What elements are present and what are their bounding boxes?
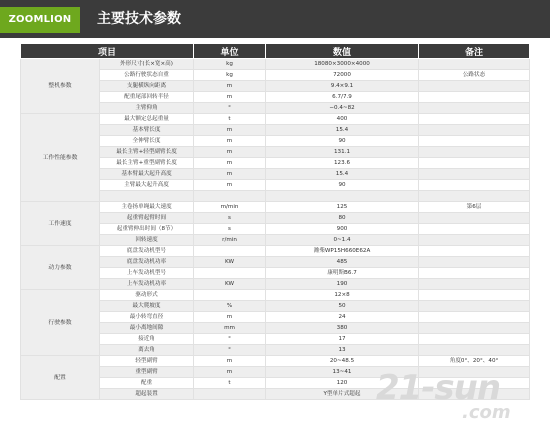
cell-item: 主臂最大起升高度 (100, 180, 194, 191)
cell-unit: kg (194, 70, 266, 81)
brand-logo: ZOOMLION (0, 7, 80, 33)
cell-item: 外形尺寸(长×宽×高) (100, 59, 194, 70)
row-group-label: 整机参数 (21, 59, 100, 114)
cell-item: 全伸臂长度 (100, 136, 194, 147)
cell-note (419, 290, 530, 301)
cell-unit: s (194, 213, 266, 224)
cell-item: 基本臂最大起升高度 (100, 169, 194, 180)
row-group-label: 动力参数 (21, 246, 100, 290)
cell-item: 配重 (100, 378, 194, 389)
cell-item: 接近角 (100, 334, 194, 345)
cell-value: 131.1 (266, 147, 419, 158)
cell-value: 900 (266, 224, 419, 235)
cell-value: 123.6 (266, 158, 419, 169)
cell-item (100, 191, 194, 202)
cell-item: 上车发动机功率 (100, 279, 194, 290)
table-body (21, 59, 530, 400)
cell-unit: m (194, 312, 266, 323)
cell-unit: m (194, 169, 266, 180)
cell-unit: KW (194, 257, 266, 268)
watermark-text: 21-sun (376, 368, 501, 408)
cell-note (419, 191, 530, 202)
cell-note (419, 136, 530, 147)
row-group-label: 行驶参数 (21, 290, 100, 356)
cell-unit: ° (194, 334, 266, 345)
column-header-note: 备注 (419, 44, 530, 59)
cell-value: 17 (266, 334, 419, 345)
table-row (21, 202, 530, 213)
table-row (21, 246, 530, 257)
cell-item: 最大爬坡度 (100, 301, 194, 312)
cell-item: 最小离地间隙 (100, 323, 194, 334)
header-bar (0, 0, 550, 38)
cell-note (419, 114, 530, 125)
column-header-value: 数值 (266, 44, 419, 59)
cell-note (419, 213, 530, 224)
cell-value: 485 (266, 257, 419, 268)
row-group-label: 配置 (21, 356, 100, 400)
cell-item: 离去角 (100, 345, 194, 356)
cell-value: 400 (266, 114, 419, 125)
cell-value: 80 (266, 213, 419, 224)
cell-unit: m (194, 92, 266, 103)
cell-value: 380 (266, 323, 419, 334)
row-group-label: 工作性能参数 (21, 114, 100, 202)
cell-value: 20~48.5 (266, 356, 419, 367)
cell-item: 底盘发动机型号 (100, 246, 194, 257)
cell-unit: m (194, 158, 266, 169)
table-row (21, 290, 530, 301)
cell-unit: m (194, 125, 266, 136)
cell-value: 90 (266, 136, 419, 147)
cell-item: 上车发动机型号 (100, 268, 194, 279)
cell-unit: m (194, 81, 266, 92)
cell-note: 公路状态 (419, 70, 530, 81)
cell-item: 主臂仰角 (100, 103, 194, 114)
cell-value: 康明斯B6.7 (266, 268, 419, 279)
cell-unit: m/min (194, 202, 266, 213)
cell-value: 9.4×9.1 (266, 81, 419, 92)
cell-value: 190 (266, 279, 419, 290)
cell-unit: m (194, 136, 266, 147)
cell-note (419, 125, 530, 136)
cell-value: 6.7/7.9 (266, 92, 419, 103)
cell-note (419, 279, 530, 290)
cell-value: 18080×3000×4000 (266, 59, 419, 70)
cell-unit: KW (194, 279, 266, 290)
cell-item: 基本臂长度 (100, 125, 194, 136)
cell-value: −0.4~82 (266, 103, 419, 114)
cell-unit (194, 290, 266, 301)
cell-item: 主卷扬单绳最大速度 (100, 202, 194, 213)
cell-value: 15.4 (266, 125, 419, 136)
cell-note (419, 235, 530, 246)
cell-unit: % (194, 301, 266, 312)
cell-item: 最长主臂+重型副臂长度 (100, 158, 194, 169)
cell-unit: m (194, 147, 266, 158)
cell-note (419, 158, 530, 169)
cell-value: 15.4 (266, 169, 419, 180)
cell-unit (194, 389, 266, 400)
cell-value: 24 (266, 312, 419, 323)
watermark-logo (376, 368, 544, 428)
cell-item: 回转速度 (100, 235, 194, 246)
watermark-domain: .com (462, 402, 511, 423)
cell-unit: kg (194, 59, 266, 70)
cell-unit: t (194, 114, 266, 125)
cell-item: 重型副臂 (100, 367, 194, 378)
cell-value: Y型单片式超起 (266, 389, 419, 400)
row-group-label: 工作速度 (21, 202, 100, 246)
cell-note (419, 81, 530, 92)
cell-unit: m (194, 356, 266, 367)
cell-value: 0~1.4 (266, 235, 419, 246)
cell-unit: ° (194, 103, 266, 114)
cell-note (419, 301, 530, 312)
cell-unit: m (194, 180, 266, 191)
cell-item: 驱动形式 (100, 290, 194, 301)
cell-value: 72000 (266, 70, 419, 81)
cell-item: 最小转弯直径 (100, 312, 194, 323)
table-header-row (21, 44, 530, 59)
cell-value: 120 (266, 378, 419, 389)
table-row (21, 59, 530, 70)
cell-note (419, 147, 530, 158)
cell-note (419, 257, 530, 268)
cell-item: 支腿横纵向距离 (100, 81, 194, 92)
cell-value: 13~41 (266, 367, 419, 378)
column-header-unit: 单位 (194, 44, 266, 59)
cell-item: 轻型副臂 (100, 356, 194, 367)
cell-value: 90 (266, 180, 419, 191)
cell-item: 配重尾部回转半径 (100, 92, 194, 103)
cell-unit: s (194, 224, 266, 235)
cell-unit (194, 246, 266, 257)
cell-note (419, 180, 530, 191)
cell-item: 超起装置 (100, 389, 194, 400)
cell-value (266, 191, 419, 202)
cell-value: 潍柴WP15H660E62A (266, 246, 419, 257)
spec-table (20, 44, 530, 400)
cell-unit: mm (194, 323, 266, 334)
cell-item: 起重臂起臂时间 (100, 213, 194, 224)
cell-note: 角度0°、20°、40° (419, 356, 530, 367)
cell-note (419, 312, 530, 323)
cell-note (419, 103, 530, 114)
cell-note (419, 268, 530, 279)
cell-note (419, 169, 530, 180)
cell-note (419, 59, 530, 70)
cell-item: 最长主臂+轻型副臂长度 (100, 147, 194, 158)
cell-note (419, 92, 530, 103)
cell-unit: r/min (194, 235, 266, 246)
cell-item: 底盘发动机功率 (100, 257, 194, 268)
cell-note (419, 224, 530, 235)
cell-item: 起重臂伸出时间（8节） (100, 224, 194, 235)
cell-note (419, 323, 530, 334)
cell-value: 12×8 (266, 290, 419, 301)
table-row (21, 356, 530, 367)
page-title: 主要技术参数 (97, 11, 181, 27)
cell-item: 公路行驶状态自重 (100, 70, 194, 81)
table-row (21, 114, 530, 125)
cell-value: 50 (266, 301, 419, 312)
cell-value: 125 (266, 202, 419, 213)
cell-unit (194, 191, 266, 202)
cell-note (419, 345, 530, 356)
cell-unit: t (194, 378, 266, 389)
cell-item: 最大额定总起重量 (100, 114, 194, 125)
cell-note (419, 246, 530, 257)
cell-unit (194, 268, 266, 279)
cell-note (419, 334, 530, 345)
cell-value: 13 (266, 345, 419, 356)
column-header-item: 项目 (21, 44, 194, 59)
cell-unit: ° (194, 345, 266, 356)
cell-unit: m (194, 367, 266, 378)
cell-note: 第6层 (419, 202, 530, 213)
